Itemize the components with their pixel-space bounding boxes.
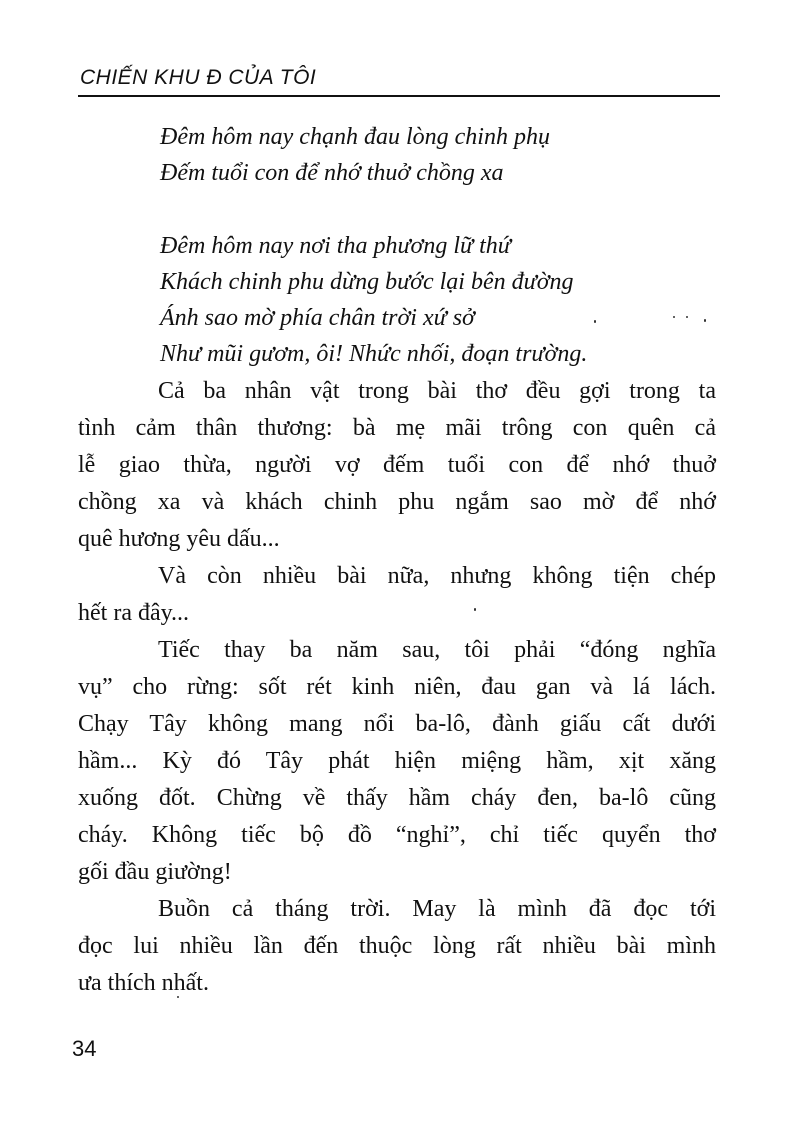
paragraph-line: lễ giao thừa, người vợ đếm tuổi con để nhớ thuở [78, 452, 716, 478]
scan-speck [594, 320, 596, 323]
paragraph-line: đọc lui nhiều lần đến thuộc lòng rất nhiều bài mình [78, 933, 716, 959]
body-text [78, 373, 716, 1002]
paragraph-line: Buồn cả tháng trời. May là mình đã đọc tới [158, 896, 716, 922]
paragraph-line: gối đầu giường! [78, 859, 232, 885]
paragraph-line: cháy. Không tiếc bộ đồ “nghỉ”, chỉ tiếc quyển thơ [78, 822, 716, 848]
poem-line: Đêm hôm nay nơi tha phương lữ thứ [160, 233, 511, 259]
scan-speck [686, 316, 688, 318]
scan-speck [177, 996, 179, 998]
paragraph-line: chồng xa và khách chinh phu ngắm sao mờ để nhớ [78, 489, 716, 515]
poem-line: Ánh sao mờ phía chân trời xứ sở [160, 305, 475, 331]
paragraph-line: Chạy Tây không mang nổi ba-lô, đành giấu cất dưới [78, 711, 716, 737]
poem-line: Đêm hôm nay chạnh đau lòng chinh phụ [160, 124, 550, 150]
scan-speck [704, 319, 706, 322]
paragraph-line: hết ra đây... [78, 600, 190, 626]
paragraph-line: Tiếc thay ba năm sau, tôi phải “đóng nghĩa [158, 637, 716, 663]
paragraph-line: ưa thích nhất. [78, 970, 209, 996]
paragraph-line: hầm... Kỳ đó Tây phát hiện miệng hầm, xịt xăng [78, 748, 716, 774]
paragraph-line: xuống đốt. Chừng về thấy hầm cháy đen, ba-lô cũng [78, 785, 716, 811]
poem-stanza-1 [160, 119, 550, 191]
scan-speck [673, 316, 675, 318]
scan-speck [474, 608, 476, 611]
header-rule [78, 95, 720, 97]
paragraph-line: tình cảm thân thương: bà mẹ mãi trông con quên cả [78, 415, 716, 441]
poem-line: Đếm tuổi con để nhớ thuở chồng xa [160, 160, 504, 186]
paragraph-line: quê hương yêu dấu... [78, 526, 280, 552]
paragraph-line: vụ” cho rừng: sốt rét kinh niên, đau gan và lá lách. [78, 674, 716, 700]
running-header: CHIẾN KHU Đ CỦA TÔI [80, 66, 317, 89]
poem-line: Khách chinh phu dừng bước lại bên đường [160, 269, 574, 295]
poem-stanza-2 [160, 228, 587, 372]
paragraph-line: Và còn nhiều bài nữa, nhưng không tiện chép [158, 563, 716, 589]
page-number: 34 [72, 1036, 97, 1061]
poem-line: Như mũi gươm, ôi! Nhức nhối, đoạn trường. [160, 341, 588, 367]
paragraph-line: Cả ba nhân vật trong bài thơ đều gợi trong ta [158, 378, 716, 404]
